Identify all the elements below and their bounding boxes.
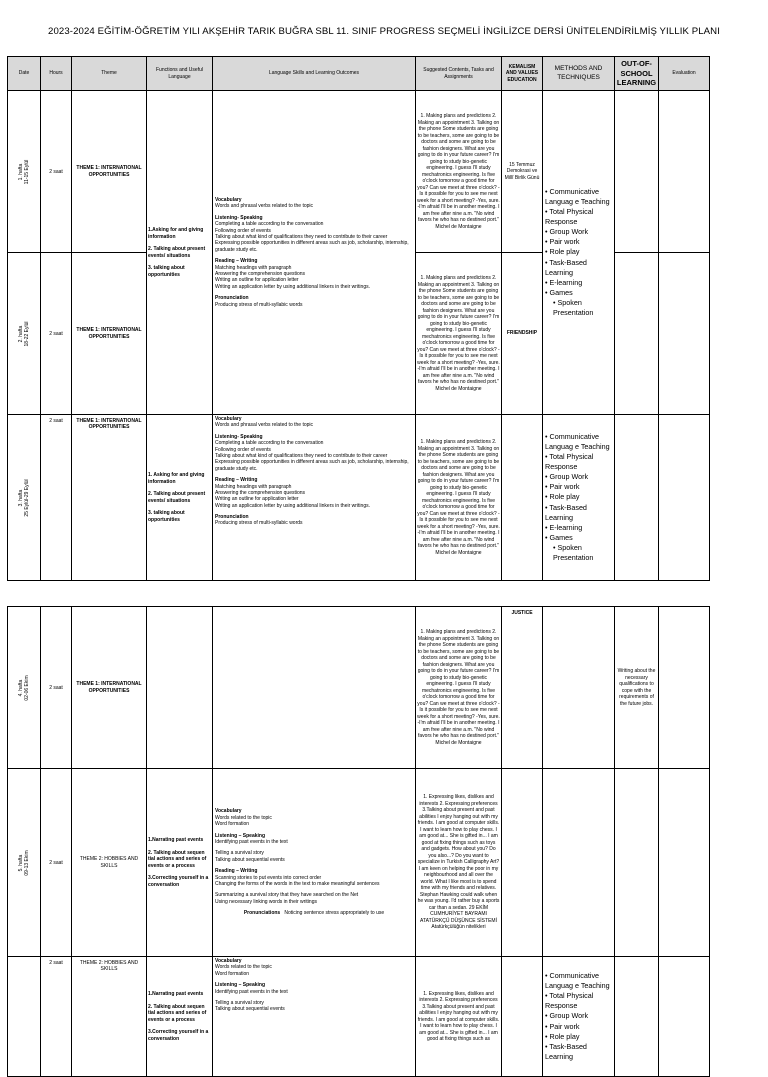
annual-plan-table-1 (7, 56, 710, 581)
methods-cell (543, 957, 615, 1077)
methods-cell (543, 91, 615, 415)
function-item: 2. Talking about sequen tial actions and series of events or a process (148, 1003, 207, 1023)
method-item: • Group Work (545, 472, 589, 482)
week-cell (8, 253, 41, 415)
kemalism-cell (502, 415, 543, 581)
header-contents: Suggested Contents, Tasks and Assignments (416, 57, 502, 91)
skill-item: Writing an application letter by using additional linkers in their writings. (215, 502, 370, 509)
evaluation-cell (659, 91, 710, 253)
week-cell (8, 957, 41, 1077)
header-hours: Hours (41, 57, 72, 91)
skill-item: Producing stress of multi-syllabic words (215, 301, 303, 308)
function-item: 2. Talking about sequen tial actions and series of events or a process (148, 849, 207, 869)
skill-item: Completing a table according to the conversation (215, 221, 324, 228)
skill-heading: Reading – Writing (215, 868, 258, 875)
skill-item: Talking about sequential events (215, 856, 285, 863)
theme-cell: THEME 1: INTERNATIONAL OPPORTUNITIES (72, 253, 147, 415)
hours-cell: 2 saat (41, 415, 72, 581)
kemalism-cell (502, 769, 543, 957)
week-dates: 25 Eylül-29 Eylül (24, 478, 30, 517)
functions-cell (147, 957, 213, 1077)
method-item: • Communicative Languag e Teaching (545, 186, 610, 207)
header-kemalism: KEMALISM AND VALUES EDUCATION (502, 57, 543, 91)
methods-cell (543, 607, 615, 769)
skill-heading: Vocabulary (215, 958, 242, 964)
skill-heading: Pronunciation (215, 295, 249, 302)
skill-item: Completing a table according to the conversation (215, 440, 324, 447)
header-methods: METHODS AND TECHNIQUES (543, 57, 615, 91)
skill-item: Words and phrasal verbs related to the topic (215, 203, 314, 210)
function-item: 3. talking about opportunities (148, 265, 185, 278)
kemalism-cell (502, 957, 543, 1077)
skill-item: Words and phrasal verbs related to the topic (215, 422, 314, 429)
week-cell (8, 91, 41, 253)
method-item: • E-learning (545, 277, 583, 287)
function-item: 3.Correcting yourself in a conversation (148, 875, 209, 888)
week-cell (8, 415, 41, 581)
method-item: • Role play (545, 1031, 580, 1041)
theme-cell: THEME 1: INTERNATIONAL OPPORTUNITIES (72, 91, 147, 253)
week-dates: 11-15 Eylül (24, 159, 30, 184)
skills-cell (213, 607, 416, 769)
method-item: • E-learning (545, 522, 583, 532)
method-item: • Group Work (545, 1011, 589, 1021)
week-dates: 18-22 Eylül (24, 320, 30, 347)
function-item: 3. talking about opportunities (148, 510, 185, 523)
skill-item: Noticing sentence stress appropriately to use (284, 910, 385, 917)
skill-item: Following order of events (215, 227, 271, 234)
methods-cell (543, 415, 615, 581)
skill-item: Identifying past events in the text (215, 988, 288, 995)
method-item: • Group Work (545, 227, 589, 237)
hours-cell: 2 saat (41, 957, 72, 1077)
table-row-week-1 (8, 91, 710, 253)
skill-item: Answering the comprehension questions (215, 489, 306, 496)
skill-item: Writing an outline for application letter (215, 496, 299, 503)
hours-cell: 2 saat (41, 607, 72, 769)
table-row-week-3 (8, 415, 710, 581)
header-skills: Language Skills and Learning Outcomes (213, 57, 416, 91)
hours-cell: 2 saat (41, 769, 72, 957)
function-item: 1.Narrating past events (148, 837, 204, 843)
hours-cell: 2 saat (41, 91, 72, 253)
header-functions: Functions and Useful Language (147, 57, 213, 91)
kemalism-cell: 15 Temmuz Demokrasi ve Millî Birlik Günü (502, 91, 543, 253)
evaluation-cell (659, 253, 710, 415)
skills-cell (213, 415, 416, 581)
week-cell (8, 769, 41, 957)
skill-item: Writing an outline for application letter (215, 277, 299, 284)
contents-cell: 1. Making plans and predictions 2. Making an appointment 3. Talking on the phone Some students are going to be teachers, some are going to be doctors and some are going to be fashion designers. What are you going to do in your future career? I'm going to study bio-genetic engineering. I guess I'll study mechatronics engineering. Is five o'clock tomorrow a good time for you? Can we meet at three o'clock? -Is it possible for you to see me next week for a short meeting? -Yes, sure. -I'm afraid I'll be in another meeting. I am free after nine a.m. "No wind favors he who has no destined port." Michel de Montaigne (416, 607, 502, 769)
page-title: 2023-2024 EĞİTİM-ÖĞRETİM YILI AKŞEHİR TARIK BUĞRA SBL 11. SINIF PROGRESS SEÇMELİ İNGİLİZCE DERSİ ÜNİTELENDİRİLMİŞ YILLIK PLANI (48, 26, 720, 37)
skill-heading: Listening- Speaking (215, 433, 263, 440)
function-item: 1. Asking for and giving information (148, 472, 205, 485)
skill-item: Answering the comprehension questions (215, 270, 306, 277)
skill-heading: Listening – Speaking (215, 982, 266, 989)
hours-cell: 2 saat (41, 253, 72, 415)
week-label: 4. hafta (18, 679, 24, 696)
skill-item: Identifying past events in the text (215, 839, 288, 846)
functions-cell (147, 607, 213, 769)
skill-item: Expressing possible opportunities in different areas such as job, scholarship, internship, graduate study etc. (215, 240, 409, 253)
skill-heading: Listening- Speaking (215, 214, 263, 221)
function-item: 1.Asking for and giving information (148, 227, 204, 240)
method-item: • Task-Based Learning (545, 502, 587, 522)
skill-item: Talking about what kind of qualifications they need to contribute to their career (215, 452, 388, 459)
function-item: 2. Talking about present events/ situations (148, 246, 206, 259)
contents-cell: 1. Expressing likes, dislikes and interests 2. Expressing preferences 3.Talking about present and past abilities I enjoy hanging out with my friends. I am good at computer skills. I want to learn how to play chess. I am good at... She is gifted in... I am good at fixing things such as toys and gadgets. How about you? Do you also...? Do you want to specialize in Turkish Calligraphy Art? I am keen on helping the poor in my neighbourhood and all over the world. What I like most is to spend time with my friends and relatives. Stephan Hawking could walk when he was young. I'd rather buy a sports car than a sedan. 29 EKİM CUMHURİYET BAYRAMI ATATÜRKÇÜ DÜŞÜNCE SİSTEMİ Atatürkçülüğün nitelikleri (416, 769, 502, 957)
contents-cell: 1. Making plans and predictions 2. Making an appointment 3. Talking on the phone Some students are going to be teachers, some are going to be doctors and some are going to be fashion designers. What are you going to do in your future career? I'm going to study bio-genetic engineering. I guess I'll study mechatronics engineering. Is five o'clock tomorrow a good time for you? Can we meet at three o'clock? -Is it possible for you to see me next week for a short meeting? -Yes, sure. -I'm afraid I'll be in another meeting. I am free after nine a.m. "No wind favors he who has no destined port." Michel de Montaigne (416, 91, 502, 253)
theme-cell: THEME 2: HOBBIES AND SKILLS (72, 769, 147, 957)
table-row-week-5 (8, 769, 710, 957)
function-item: 3.Correcting yourself in a conversation (148, 1029, 209, 1042)
method-item: • Task-Based Learning (545, 1041, 587, 1061)
method-item: • Communicative Languag e Teaching (545, 971, 610, 991)
skill-heading: Listening – Speaking (215, 832, 266, 839)
skill-item: Words related to the topic (215, 814, 272, 821)
skill-item: Producing stress of multi-syllabic words (215, 520, 303, 527)
skill-item: Scanning stories to put events into correct order (215, 874, 322, 881)
theme-cell: THEME 2: HOBBIES AND SKILLS (72, 957, 147, 1077)
method-item: • Total Physical Response (545, 207, 594, 227)
skill-item: Summarizing a survival story that they have searched on the Net (215, 892, 359, 899)
skills-cell (213, 769, 416, 957)
contents-cell: 1. Expressing likes, dislikes and interests 2. Expressing preferences 3.Talking about present and past abilities I enjoy hanging out with my friends. I am good at computer skills. I want to learn how to play chess. I am good at... She is gifted in... I am good at fixing things such as (416, 957, 502, 1077)
evaluation-cell (659, 957, 710, 1077)
method-item: • Spoken Presentation (553, 542, 594, 562)
method-item: • Role play (545, 247, 580, 257)
outschool-cell (615, 415, 659, 581)
outschool-cell (615, 769, 659, 957)
skill-heading: Reading – Writing (215, 258, 258, 265)
method-item: • Games (545, 532, 573, 542)
method-item: • Pair work (545, 1021, 580, 1031)
header-theme: Theme (72, 57, 147, 91)
skill-item: Words related to the topic (215, 964, 272, 971)
method-item: • Communicative Languag e Teaching (545, 431, 610, 452)
skill-item: Matching headings with paragraph (215, 264, 292, 271)
header-date: Date (8, 57, 41, 91)
skill-item: Talking about sequential events (215, 1006, 285, 1013)
skill-item: Expressing possible opportunities in different areas such as job, scholarship, internship, graduate study etc. (215, 459, 409, 472)
evaluation-cell (659, 607, 710, 769)
skill-item: Word formation (215, 970, 250, 977)
outschool-cell (615, 91, 659, 253)
contents-cell: 1. Making plans and predictions 2. Making an appointment 3. Talking on the phone Some students are going to be teachers, some are going to be doctors and some are going to be fashion designers. What are you going to do in your future career? I'm going to study bio-genetic engineering. I guess I'll study mechatronics engineering. Is five o'clock tomorrow a good time for you? Can we meet at three o'clock? -Is it possible for you to see me next week for a short meeting? -Yes, sure. -I'm afraid I'll be in another meeting. I am free after nine a.m. "No wind favors he who has no destined port." Michel de Montaigne (416, 253, 502, 415)
skill-heading: Reading – Writing (215, 477, 258, 484)
evaluation-cell (659, 415, 710, 581)
skill-item: Word formation (215, 821, 250, 828)
evaluation-cell (659, 769, 710, 957)
theme-cell: THEME 1: INTERNATIONAL OPPORTUNITIES (72, 415, 147, 581)
week-label: 2. hafta (18, 325, 24, 342)
skill-item: Following order of events (215, 446, 271, 453)
skill-item: Telling a survival story (215, 850, 264, 857)
outschool-cell (615, 253, 659, 415)
kemalism-cell: JUSTICE (502, 607, 543, 769)
skill-item: Using necessary linking words in their writings (215, 898, 317, 905)
skill-item: Telling a survival story (215, 999, 264, 1006)
functions-cell (147, 769, 213, 957)
method-item: • Task-Based Learning (545, 257, 587, 277)
week-label: 3. hafta (18, 489, 24, 506)
table-row-week-6 (8, 957, 710, 1077)
method-item: • Role play (545, 492, 580, 502)
week-dates: 09-13 Ekim (24, 849, 30, 876)
theme-cell: THEME 1: INTERNATIONAL OPPORTUNITIES (72, 607, 147, 769)
method-item: • Pair work (545, 237, 580, 247)
header-outschool: OUT-OF-SCHOOL LEARNING (615, 57, 659, 91)
method-item: • Pair work (545, 482, 580, 492)
method-item: • Total Physical Response (545, 452, 594, 472)
header-evaluation: Evaluation (659, 57, 710, 91)
kemalism-cell: FRIENDSHIP (502, 253, 543, 415)
skill-heading: Pronunciation (215, 514, 249, 521)
function-item: 2. Talking about present events/ situations (148, 491, 206, 504)
method-item: • Total Physical Response (545, 991, 594, 1011)
annual-plan-table-2 (7, 606, 710, 1077)
outschool-cell (615, 957, 659, 1077)
function-item: 1.Narrating past events (148, 991, 204, 997)
skill-heading: Vocabulary (215, 808, 242, 815)
week-label: 1. hafta (18, 163, 24, 180)
skill-item: Matching headings with paragraph (215, 483, 292, 490)
skill-heading: Vocabulary (215, 197, 242, 204)
skill-heading: Vocabulary (215, 416, 242, 422)
table-row-week-4 (8, 607, 710, 769)
method-item: • Games (545, 287, 573, 297)
functions-cell (147, 91, 213, 415)
functions-cell (147, 415, 213, 581)
week-label: 5. hafta (18, 854, 24, 871)
methods-cell (543, 769, 615, 957)
skill-item: Writing an application letter by using additional linkers in their writings. (215, 283, 370, 290)
skills-cell (213, 91, 416, 415)
skill-item: Changing the forms of the words in the text to make meaningful sentences (215, 880, 380, 887)
week-cell (8, 607, 41, 769)
skill-item: Talking about what kind of qualifications they need to contribute to their career (215, 234, 388, 241)
method-item: • Spoken Presentation (553, 297, 594, 317)
skills-cell (213, 957, 416, 1077)
week-dates: 02-06 Ekim (24, 674, 30, 701)
contents-cell: 1. Making plans and predictions 2. Making an appointment 3. Talking on the phone Some students are going to be teachers, some are going to be doctors and some are going to be fashion designers. What are you going to do in your future career? I'm going to study bio-genetic engineering. I guess I'll study mechatronics engineering. Is five o'clock tomorrow a good time for you? Can we meet at three o'clock? -Is it possible for you to see me next week for a short meeting? -Yes, sure. -I'm afraid I'll be in another meeting. I am free after nine a.m. "No wind favors he who has no destined port." Michel de Montaigne (416, 415, 502, 581)
outschool-cell: Writing about the necessary qualifications to cope with the requirements of the future jobs. (615, 607, 659, 769)
skill-heading: Pronunciations (243, 910, 281, 917)
